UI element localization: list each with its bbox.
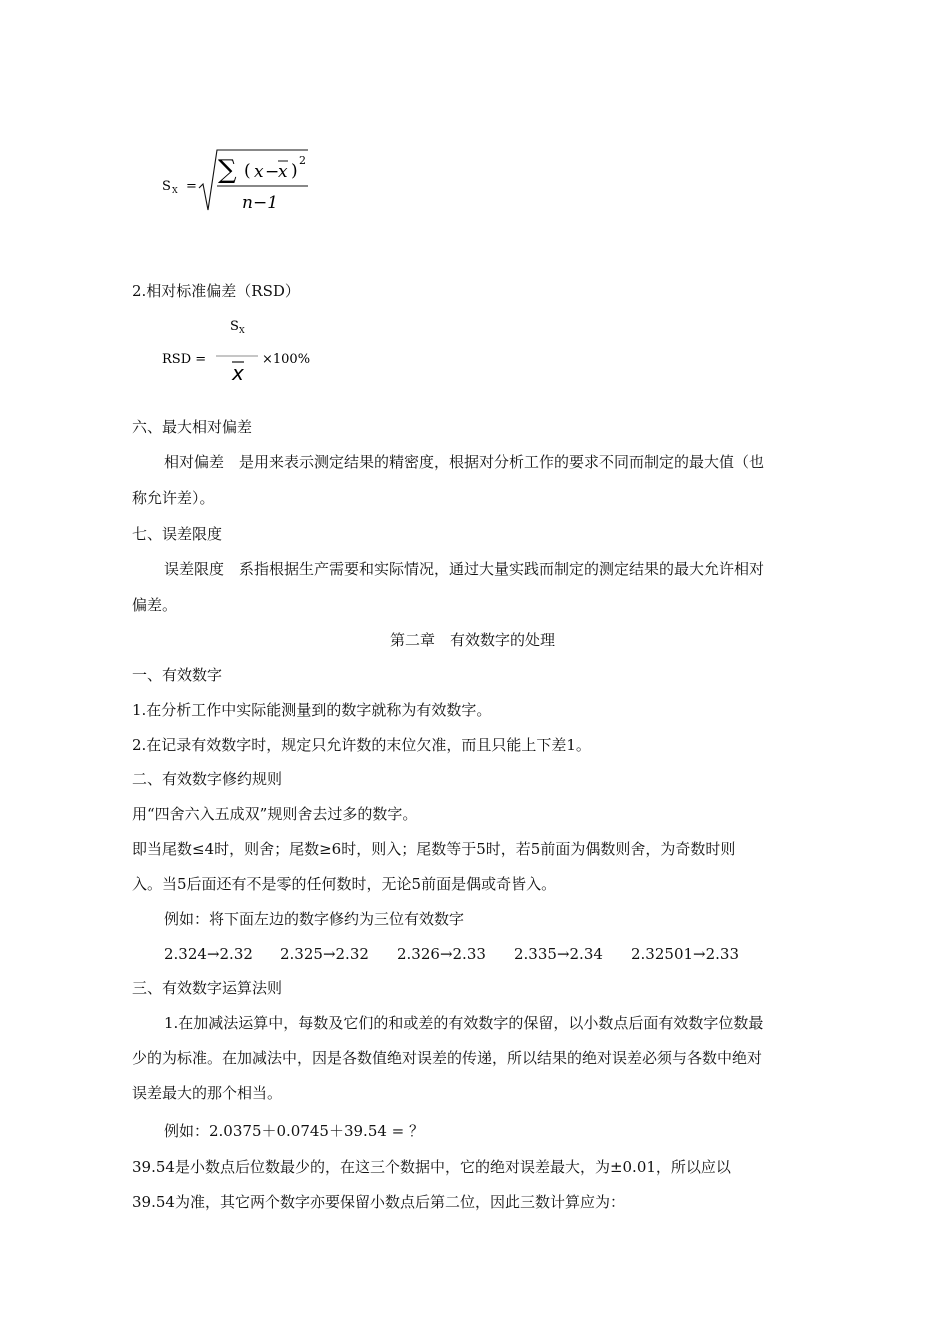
s1-heading: 一、有效数字 bbox=[132, 666, 223, 684]
section7-heading: 七、误差限度 bbox=[132, 525, 223, 543]
section7-para-line2: 偏差。 bbox=[132, 596, 178, 614]
sx-formula-graphic bbox=[162, 148, 322, 220]
rsd-formula bbox=[162, 312, 362, 392]
s2-example-5: 2.32501→2.33 bbox=[631, 945, 739, 963]
sum-symbol: ∑ bbox=[218, 155, 237, 185]
section6-para-line1: 相对偏差 是用来表示测定结果的精密度，根据对分析工作的要求不同而制定的最大值（也 bbox=[164, 453, 765, 471]
s2-line2: 即当尾数≤4时，则舍；尾数≥6时，则入；尾数等于5时，若5前面为偶数则舍，为奇数时则 bbox=[132, 840, 736, 858]
paren-open: ( bbox=[244, 161, 251, 181]
s3-p1-line1: 1.在加减法运算中，每数及它们的和或差的有效数字的保留，以小数点后面有效数字位数最 bbox=[164, 1014, 764, 1032]
section7-para-line1: 误差限度 系指根据生产需要和实际情况，通过大量实践而制定的测定结果的最大允许相对 bbox=[164, 560, 765, 578]
s1-item1: 1.在分析工作中实际能测量到的数字就称为有效数字。 bbox=[132, 701, 492, 719]
s2-line3: 入。当5后面还有不是零的任何数时，无论5前面是偶或奇皆入。 bbox=[132, 875, 557, 893]
s2-example-intro: 例如：将下面左边的数字修约为三位有效数字 bbox=[164, 910, 465, 928]
s2-line1: 用“四舍六入五成双”规则舍去过多的数字。 bbox=[132, 805, 418, 823]
rsd-multiplier: ×100% bbox=[262, 352, 311, 367]
s3-p1-line3: 误差最大的那个相当。 bbox=[132, 1084, 283, 1102]
var-x: x bbox=[254, 162, 264, 182]
section6-heading: 六、最大相对偏差 bbox=[132, 418, 253, 436]
s1-item2: 2.在记录有效数字时，规定只允许数的末位欠准，而且只能上下差1。 bbox=[132, 736, 591, 754]
s2-example-2: 2.325→2.32 bbox=[280, 945, 369, 963]
denominator: n−1 bbox=[242, 193, 279, 213]
rsd-formula-graphic bbox=[162, 312, 362, 392]
rsd-denominator: x bbox=[232, 361, 244, 385]
s3-p2-line2: 39.54为准，其它两个数字亦要保留小数点后第二位，因此三数计算应为： bbox=[132, 1193, 625, 1211]
sx-lhs-sub: X bbox=[172, 186, 178, 195]
minus-sign: − bbox=[265, 162, 280, 182]
paren-close: ) bbox=[291, 161, 298, 181]
rsd-numerator-sub: X bbox=[239, 326, 245, 335]
s3-heading: 三、有效数字运算法则 bbox=[132, 979, 283, 997]
sx-formula bbox=[162, 148, 322, 220]
var-xbar: x bbox=[278, 162, 288, 182]
rsd-lhs: RSD = bbox=[162, 352, 207, 367]
s2-example-1: 2.324→2.32 bbox=[164, 945, 253, 963]
s3-p1-line2: 少的为标准。在加减法中，因是各数值绝对误差的传递，所以结果的绝对误差必须与各数中绝对 bbox=[132, 1049, 763, 1067]
s3-p2-line1: 39.54是小数点后位数最少的，在这三个数据中，它的绝对误差最大，为±0.01，所以应以 bbox=[132, 1158, 731, 1176]
section6-para-line2: 称允许差）。 bbox=[132, 489, 215, 507]
s2-example-4: 2.335→2.34 bbox=[514, 945, 603, 963]
rsd-numerator: S bbox=[230, 319, 239, 334]
s2-heading: 二、有效数字修约规则 bbox=[132, 770, 283, 788]
s2-example-3: 2.326→2.33 bbox=[397, 945, 486, 963]
s3-example: 例如：2.0375＋0.0745＋39.54 = ？ bbox=[164, 1122, 425, 1140]
sx-equals: = bbox=[186, 179, 197, 194]
power-2: 2 bbox=[299, 154, 306, 167]
chapter-title: 第二章 有效数字的处理 bbox=[390, 631, 556, 649]
sx-lhs: S bbox=[162, 179, 171, 194]
rsd-heading: 2.相对标准偏差（RSD） bbox=[132, 282, 300, 300]
